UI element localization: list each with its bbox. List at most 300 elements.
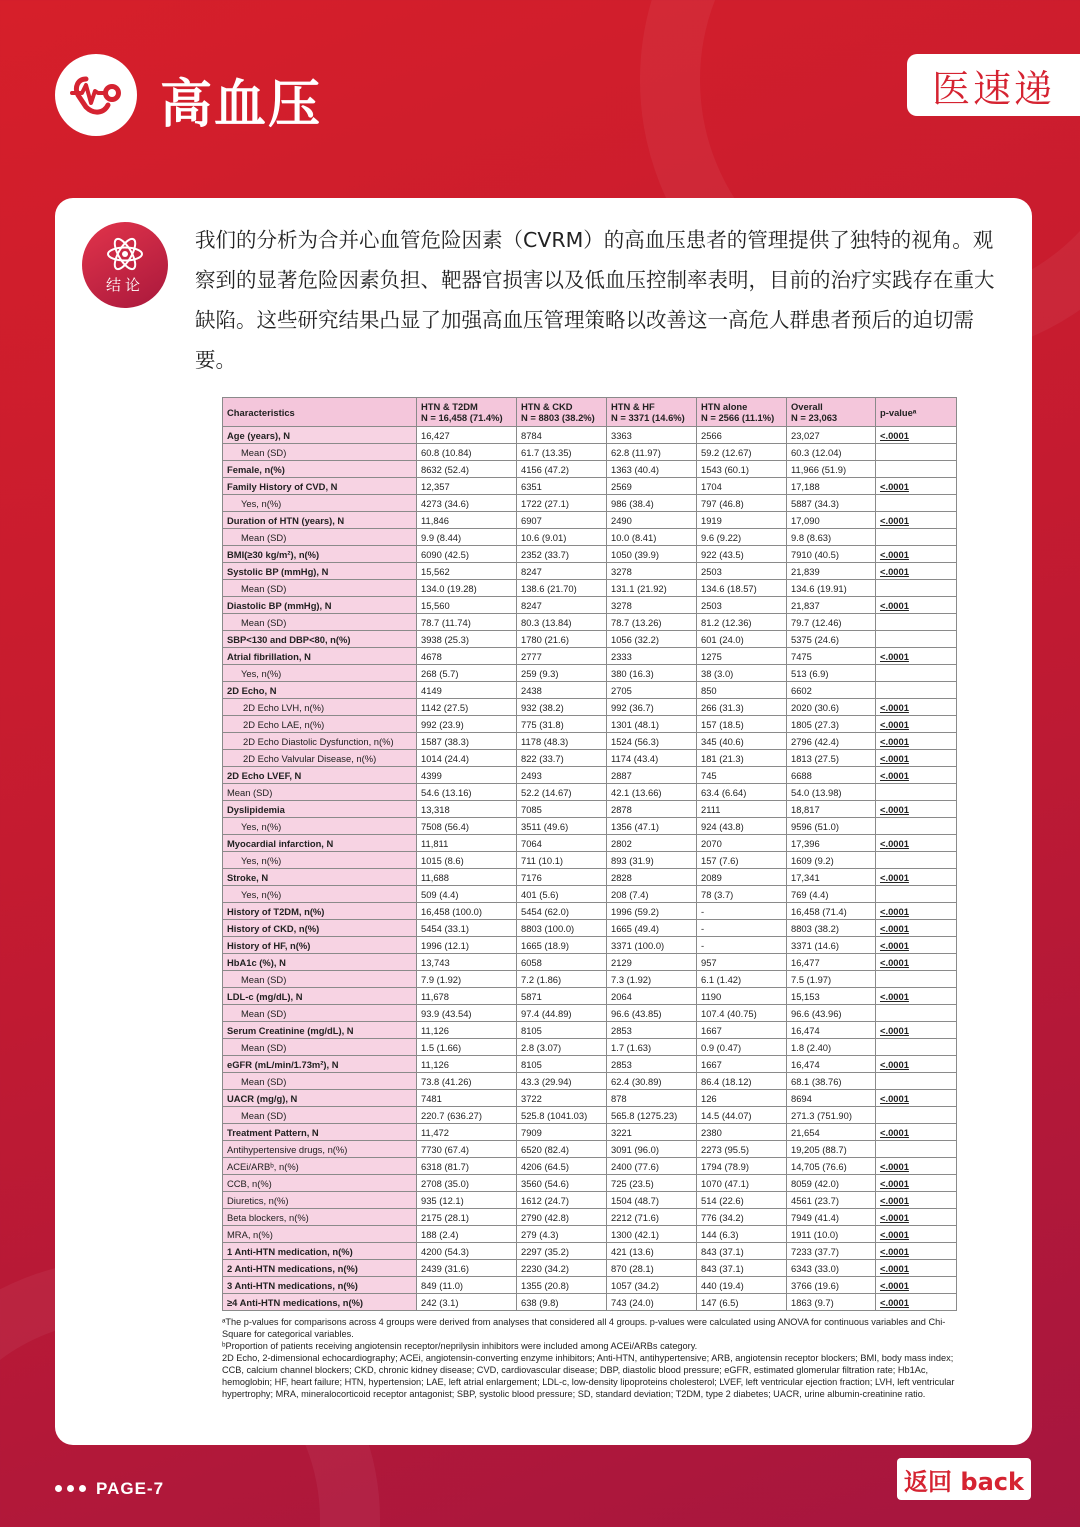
p-value-cell: [876, 665, 957, 682]
table-cell: 60.8 (10.84): [417, 444, 517, 461]
table-cell: 2070: [697, 835, 787, 852]
table-row: [223, 682, 957, 699]
table-cell: 2111: [697, 801, 787, 818]
table-cell: 138.6 (21.70): [517, 580, 607, 597]
table-cell: 1504 (48.7): [607, 1192, 697, 1209]
row-label: 1 Anti-HTN medication, n(%): [223, 1243, 417, 1260]
table-cell: 6907: [517, 512, 607, 529]
table-cell: 1612 (24.7): [517, 1192, 607, 1209]
table-row: [223, 1175, 957, 1192]
column-header-count: N = 2566 (11.1%): [701, 412, 775, 423]
p-value-cell: [876, 852, 957, 869]
table-cell: 514 (22.6): [697, 1192, 787, 1209]
row-label: 2 Anti-HTN medications, n(%): [223, 1260, 417, 1277]
table-cell: 242 (3.1): [417, 1294, 517, 1311]
column-header: [223, 398, 417, 427]
p-value-cell: <.0001: [876, 1226, 957, 1243]
table-cell: 1722 (27.1): [517, 495, 607, 512]
table-cell: 11,126: [417, 1022, 517, 1039]
table-cell: 7481: [417, 1090, 517, 1107]
table-cell: 93.9 (43.54): [417, 1005, 517, 1022]
table-cell: 2273 (95.5): [697, 1141, 787, 1158]
p-value-cell: <.0001: [876, 920, 957, 937]
row-label: ≥4 Anti-HTN medications, n(%): [223, 1294, 417, 1311]
table-cell: 2089: [697, 869, 787, 886]
table-cell: 9.6 (9.22): [697, 529, 787, 546]
table-cell: 3363: [607, 427, 697, 444]
table-cell: 62.4 (30.89): [607, 1073, 697, 1090]
app-logo: [55, 54, 137, 136]
row-label: HbA1c (%), N: [223, 954, 417, 971]
p-value-cell: [876, 1073, 957, 1090]
table-cell: 96.6 (43.96): [787, 1005, 876, 1022]
table-row: [223, 1056, 957, 1073]
row-label: Antihypertensive drugs, n(%): [223, 1141, 417, 1158]
table-cell: 2503: [697, 597, 787, 614]
table-cell: 8632 (52.4): [417, 461, 517, 478]
table-cell: 878: [607, 1090, 697, 1107]
p-value-cell: <.0001: [876, 767, 957, 784]
table-row: [223, 716, 957, 733]
table-cell: 3278: [607, 563, 697, 580]
p-value-cell: <.0001: [876, 903, 957, 920]
table-cell: 279 (4.3): [517, 1226, 607, 1243]
table-cell: 843 (37.1): [697, 1243, 787, 1260]
table-body: [223, 427, 957, 1311]
table-row: [223, 1124, 957, 1141]
table-cell: 1524 (56.3): [607, 733, 697, 750]
column-header-count: N = 16,458 (71.4%): [421, 412, 503, 423]
table-cell: 86.4 (18.12): [697, 1073, 787, 1090]
table-cell: 2828: [607, 869, 697, 886]
row-label: 2D Echo LAE, n(%): [223, 716, 417, 733]
p-value-cell: <.0001: [876, 801, 957, 818]
p-value-cell: <.0001: [876, 1158, 957, 1175]
p-value-cell: [876, 818, 957, 835]
table-cell: 745: [697, 767, 787, 784]
table-cell: 380 (16.3): [607, 665, 697, 682]
table-row: [223, 1005, 957, 1022]
table-row: [223, 1107, 957, 1124]
table-cell: 1050 (39.9): [607, 546, 697, 563]
row-label: Dyslipidemia: [223, 801, 417, 818]
table-row: [223, 699, 957, 716]
table-cell: 935 (12.1): [417, 1192, 517, 1209]
table-cell: 711 (10.1): [517, 852, 607, 869]
table-cell: 2175 (28.1): [417, 1209, 517, 1226]
table-cell: 601 (24.0): [697, 631, 787, 648]
table-cell: 401 (5.6): [517, 886, 607, 903]
row-label: UACR (mg/g), N: [223, 1090, 417, 1107]
table-cell: 80.3 (13.84): [517, 614, 607, 631]
table-row: [223, 835, 957, 852]
row-label: Beta blockers, n(%): [223, 1209, 417, 1226]
table-cell: 16,474: [787, 1022, 876, 1039]
atom-icon: [105, 236, 145, 272]
p-value-cell: <.0001: [876, 733, 957, 750]
table-cell: 1.7 (1.63): [607, 1039, 697, 1056]
row-label: Myocardial infarction, N: [223, 835, 417, 852]
table-cell: 4561 (23.7): [787, 1192, 876, 1209]
p-value-cell: [876, 1107, 957, 1124]
table-cell: 73.8 (41.26): [417, 1073, 517, 1090]
table-cell: 1665 (18.9): [517, 937, 607, 954]
table-cell: 131.1 (21.92): [607, 580, 697, 597]
table-row: [223, 1226, 957, 1243]
p-value-cell: <.0001: [876, 835, 957, 852]
table-cell: 7508 (56.4): [417, 818, 517, 835]
table-cell: 14.5 (44.07): [697, 1107, 787, 1124]
table-cell: 54.0 (13.98): [787, 784, 876, 801]
table-cell: 54.6 (13.16): [417, 784, 517, 801]
table-cell: 4399: [417, 767, 517, 784]
footnote: ᵃThe p-values for comparisons across 4 groups were derived from analyses that considered all 4 groups. p-values were calculated using ANOVA for continuous variables and Chi-Square for categorical variables.: [222, 1317, 946, 1339]
table-row: [223, 563, 957, 580]
table-cell: 59.2 (12.67): [697, 444, 787, 461]
footnote: ᵇProportion of patients receiving angiotensin receptor/neprilysin inhibitors were included among ACEi/ARBs category.: [222, 1341, 698, 1351]
page-title: 高血压: [160, 75, 323, 135]
table-cell: 21,839: [787, 563, 876, 580]
table-cell: 19,205 (88.7): [787, 1141, 876, 1158]
table-cell: 8803 (38.2): [787, 920, 876, 937]
table-cell: 1813 (27.5): [787, 750, 876, 767]
table-cell: 7910 (40.5): [787, 546, 876, 563]
column-header-label: HTN alone: [701, 401, 748, 412]
table-row: [223, 1022, 957, 1039]
p-value-cell: [876, 971, 957, 988]
table-cell: 2230 (34.2): [517, 1260, 607, 1277]
table-cell: 2490: [607, 512, 697, 529]
table-cell: 525.8 (1041.03): [517, 1107, 607, 1124]
p-value-cell: <.0001: [876, 427, 957, 444]
column-header-label: Characteristics: [227, 406, 295, 418]
table-cell: 1704: [697, 478, 787, 495]
table-row: [223, 648, 957, 665]
row-label: Yes, n(%): [223, 665, 417, 682]
table-row: [223, 784, 957, 801]
page-dots: [55, 1485, 86, 1492]
table-cell: 1275: [697, 648, 787, 665]
table-footnotes: [222, 1316, 962, 1400]
characteristics-table-wrapper: [222, 397, 956, 1311]
table-cell: 15,560: [417, 597, 517, 614]
table-row: [223, 512, 957, 529]
table-cell: 2802: [607, 835, 697, 852]
table-cell: 10.6 (9.01): [517, 529, 607, 546]
table-row: [223, 580, 957, 597]
table-cell: 6688: [787, 767, 876, 784]
column-header: [697, 398, 787, 427]
table-cell: 3221: [607, 1124, 697, 1141]
table-cell: 1056 (32.2): [607, 631, 697, 648]
table-cell: 1609 (9.2): [787, 852, 876, 869]
table-cell: 2297 (35.2): [517, 1243, 607, 1260]
table-cell: 2777: [517, 648, 607, 665]
table-row: [223, 427, 957, 444]
row-label: Mean (SD): [223, 971, 417, 988]
table-cell: 2569: [607, 478, 697, 495]
table-cell: 849 (11.0): [417, 1277, 517, 1294]
table-cell: 638 (9.8): [517, 1294, 607, 1311]
table-cell: 957: [697, 954, 787, 971]
row-label: 2D Echo LVH, n(%): [223, 699, 417, 716]
table-cell: 769 (4.4): [787, 886, 876, 903]
table-cell: 21,837: [787, 597, 876, 614]
p-value-cell: <.0001: [876, 937, 957, 954]
table-cell: 16,477: [787, 954, 876, 971]
column-header-label: HTN & T2DM: [421, 401, 478, 412]
p-value-cell: [876, 1141, 957, 1158]
table-cell: 17,396: [787, 835, 876, 852]
table-cell: 924 (43.8): [697, 818, 787, 835]
table-cell: 1587 (38.3): [417, 733, 517, 750]
table-cell: 97.4 (44.89): [517, 1005, 607, 1022]
p-value-cell: <.0001: [876, 1243, 957, 1260]
row-label: MRA, n(%): [223, 1226, 417, 1243]
table-cell: 157 (7.6): [697, 852, 787, 869]
table-cell: 268 (5.7): [417, 665, 517, 682]
row-label: eGFR (mL/min/1.73m²), N: [223, 1056, 417, 1073]
table-cell: 565.8 (1275.23): [607, 1107, 697, 1124]
table-cell: 13,318: [417, 801, 517, 818]
p-value-cell: [876, 461, 957, 478]
table-cell: 775 (31.8): [517, 716, 607, 733]
p-value-cell: <.0001: [876, 1277, 957, 1294]
table-cell: 1996 (12.1): [417, 937, 517, 954]
table-cell: 2400 (77.6): [607, 1158, 697, 1175]
heartbeat-stethoscope-icon: [64, 63, 128, 127]
table-cell: 797 (46.8): [697, 495, 787, 512]
p-value-cell: <.0001: [876, 699, 957, 716]
table-cell: 181 (21.3): [697, 750, 787, 767]
table-cell: 17,341: [787, 869, 876, 886]
row-label: Yes, n(%): [223, 495, 417, 512]
conclusion-badge-label: 结论: [105, 275, 144, 294]
table-cell: 134.0 (19.28): [417, 580, 517, 597]
table-row: [223, 1243, 957, 1260]
table-row: [223, 903, 957, 920]
table-cell: 10.0 (8.41): [607, 529, 697, 546]
table-row: [223, 597, 957, 614]
table-cell: 11,688: [417, 869, 517, 886]
row-label: History of T2DM, n(%): [223, 903, 417, 920]
p-value-cell: [876, 1005, 957, 1022]
table-cell: 8105: [517, 1022, 607, 1039]
table-row: [223, 1039, 957, 1056]
table-cell: 1794 (78.9): [697, 1158, 787, 1175]
p-value-cell: <.0001: [876, 750, 957, 767]
table-cell: 81.2 (12.36): [697, 614, 787, 631]
table-cell: 1174 (43.4): [607, 750, 697, 767]
table-cell: 157 (18.5): [697, 716, 787, 733]
table-cell: 1190: [697, 988, 787, 1005]
p-value-cell: [876, 529, 957, 546]
table-cell: 2708 (35.0): [417, 1175, 517, 1192]
table-row: [223, 767, 957, 784]
row-label: Mean (SD): [223, 1005, 417, 1022]
row-label: Mean (SD): [223, 529, 417, 546]
table-cell: 144 (6.3): [697, 1226, 787, 1243]
table-cell: 2.8 (3.07): [517, 1039, 607, 1056]
table-cell: 1.5 (1.66): [417, 1039, 517, 1056]
p-value-cell: [876, 580, 957, 597]
table-cell: 9.9 (8.44): [417, 529, 517, 546]
table-cell: 843 (37.1): [697, 1260, 787, 1277]
table-cell: 208 (7.4): [607, 886, 697, 903]
row-label: 2D Echo, N: [223, 682, 417, 699]
table-cell: 12,357: [417, 478, 517, 495]
table-cell: 2438: [517, 682, 607, 699]
table-cell: 4206 (64.5): [517, 1158, 607, 1175]
p-value-cell: <.0001: [876, 563, 957, 580]
p-value-cell: <.0001: [876, 546, 957, 563]
table-cell: 2566: [697, 427, 787, 444]
table-cell: 2493: [517, 767, 607, 784]
table-cell: 1543 (60.1): [697, 461, 787, 478]
table-cell: 3091 (96.0): [607, 1141, 697, 1158]
p-value-cell: <.0001: [876, 1260, 957, 1277]
table-row: [223, 733, 957, 750]
table-cell: 2853: [607, 1022, 697, 1039]
page-number: PAGE-7: [96, 1479, 165, 1498]
table-row: [223, 971, 957, 988]
table-cell: 3371 (14.6): [787, 937, 876, 954]
p-value-cell: <.0001: [876, 1090, 957, 1107]
p-value-cell: [876, 631, 957, 648]
row-label: Age (years), N: [223, 427, 417, 444]
table-cell: 1805 (27.3): [787, 716, 876, 733]
table-row: [223, 869, 957, 886]
row-label: Mean (SD): [223, 1039, 417, 1056]
table-cell: -: [697, 937, 787, 954]
p-value-cell: <.0001: [876, 478, 957, 495]
table-cell: 5871: [517, 988, 607, 1005]
table-cell: 743 (24.0): [607, 1294, 697, 1311]
table-cell: 13,743: [417, 954, 517, 971]
brand-label: 医速递: [907, 54, 1080, 116]
back-button[interactable]: 返回 back: [897, 1458, 1031, 1500]
table-cell: 3722: [517, 1090, 607, 1107]
table-cell: 3766 (19.6): [787, 1277, 876, 1294]
p-value-cell: <.0001: [876, 869, 957, 886]
table-cell: -: [697, 903, 787, 920]
table-cell: 1863 (9.7): [787, 1294, 876, 1311]
table-row: [223, 1277, 957, 1294]
table-cell: 8784: [517, 427, 607, 444]
table-cell: 63.4 (6.64): [697, 784, 787, 801]
table-cell: -: [697, 920, 787, 937]
table-cell: 7.3 (1.92): [607, 971, 697, 988]
table-cell: 3511 (49.6): [517, 818, 607, 835]
table-row: [223, 461, 957, 478]
p-value-cell: [876, 614, 957, 631]
characteristics-table: [222, 397, 957, 1311]
table-row: [223, 1158, 957, 1175]
table-cell: 8059 (42.0): [787, 1175, 876, 1192]
table-cell: 2796 (42.4): [787, 733, 876, 750]
table-cell: 16,458 (100.0): [417, 903, 517, 920]
row-label: Diastolic BP (mmHg), N: [223, 597, 417, 614]
table-cell: 11,811: [417, 835, 517, 852]
table-cell: 776 (34.2): [697, 1209, 787, 1226]
row-label: ACEi/ARBᵇ, n(%): [223, 1158, 417, 1175]
table-cell: 78.7 (11.74): [417, 614, 517, 631]
p-value-cell: <.0001: [876, 1192, 957, 1209]
table-cell: 1356 (47.1): [607, 818, 697, 835]
row-label: 2D Echo Diastolic Dysfunction, n(%): [223, 733, 417, 750]
table-cell: 188 (2.4): [417, 1226, 517, 1243]
table-cell: 11,678: [417, 988, 517, 1005]
table-cell: 513 (6.9): [787, 665, 876, 682]
table-cell: 1178 (48.3): [517, 733, 607, 750]
table-cell: 6090 (42.5): [417, 546, 517, 563]
row-label: Yes, n(%): [223, 886, 417, 903]
column-header: [607, 398, 697, 427]
table-cell: 7.5 (1.97): [787, 971, 876, 988]
table-cell: 5454 (62.0): [517, 903, 607, 920]
table-cell: 107.4 (40.75): [697, 1005, 787, 1022]
table-cell: 2705: [607, 682, 697, 699]
table-row: [223, 444, 957, 461]
column-header-count: N = 8803 (38.2%): [521, 412, 595, 423]
table-row: [223, 1192, 957, 1209]
table-cell: 14,705 (76.6): [787, 1158, 876, 1175]
table-row: [223, 920, 957, 937]
table-cell: 78 (3.7): [697, 886, 787, 903]
table-cell: 7949 (41.4): [787, 1209, 876, 1226]
conclusion-text: 我们的分析为合并心血管危险因素（CVRM）的高血压患者的管理提供了独特的视角。观察到的显著危险因素负担、靶器官损害以及低血压控制率表明，目前的治疗实践存在重大缺陷。这些研究结果凸显了加强高血压管理策略以改善这一高危人群患者预后的迫切需要。: [195, 228, 995, 372]
p-value-cell: [876, 784, 957, 801]
table-cell: 870 (28.1): [607, 1260, 697, 1277]
table-cell: 1996 (59.2): [607, 903, 697, 920]
table-cell: 60.3 (12.04): [787, 444, 876, 461]
p-value-cell: [876, 886, 957, 903]
row-label: Serum Creatinine (mg/dL), N: [223, 1022, 417, 1039]
table-cell: 9.8 (8.63): [787, 529, 876, 546]
table-cell: 1780 (21.6): [517, 631, 607, 648]
row-label: Mean (SD): [223, 580, 417, 597]
table-row: [223, 750, 957, 767]
row-label: CCB, n(%): [223, 1175, 417, 1192]
table-cell: 147 (6.5): [697, 1294, 787, 1311]
column-header: [417, 398, 517, 427]
table-cell: 2853: [607, 1056, 697, 1073]
row-label: Duration of HTN (years), N: [223, 512, 417, 529]
column-header: [517, 398, 607, 427]
table-cell: 2352 (33.7): [517, 546, 607, 563]
table-cell: 6351: [517, 478, 607, 495]
table-cell: 3938 (25.3): [417, 631, 517, 648]
p-value-cell: <.0001: [876, 597, 957, 614]
table-cell: 61.7 (13.35): [517, 444, 607, 461]
row-label: BMI(≥30 kg/m²), n(%): [223, 546, 417, 563]
row-label: Mean (SD): [223, 784, 417, 801]
table-cell: 2503: [697, 563, 787, 580]
table-cell: 1014 (24.4): [417, 750, 517, 767]
table-cell: 2887: [607, 767, 697, 784]
table-cell: 9596 (51.0): [787, 818, 876, 835]
row-label: 2D Echo Valvular Disease, n(%): [223, 750, 417, 767]
table-cell: 15,153: [787, 988, 876, 1005]
row-label: Atrial fibrillation, N: [223, 648, 417, 665]
row-label: Stroke, N: [223, 869, 417, 886]
table-row: [223, 818, 957, 835]
table-cell: 23,027: [787, 427, 876, 444]
table-cell: 6602: [787, 682, 876, 699]
row-label: Treatment Pattern, N: [223, 1124, 417, 1141]
table-cell: 0.9 (0.47): [697, 1039, 787, 1056]
table-cell: 986 (38.4): [607, 495, 697, 512]
